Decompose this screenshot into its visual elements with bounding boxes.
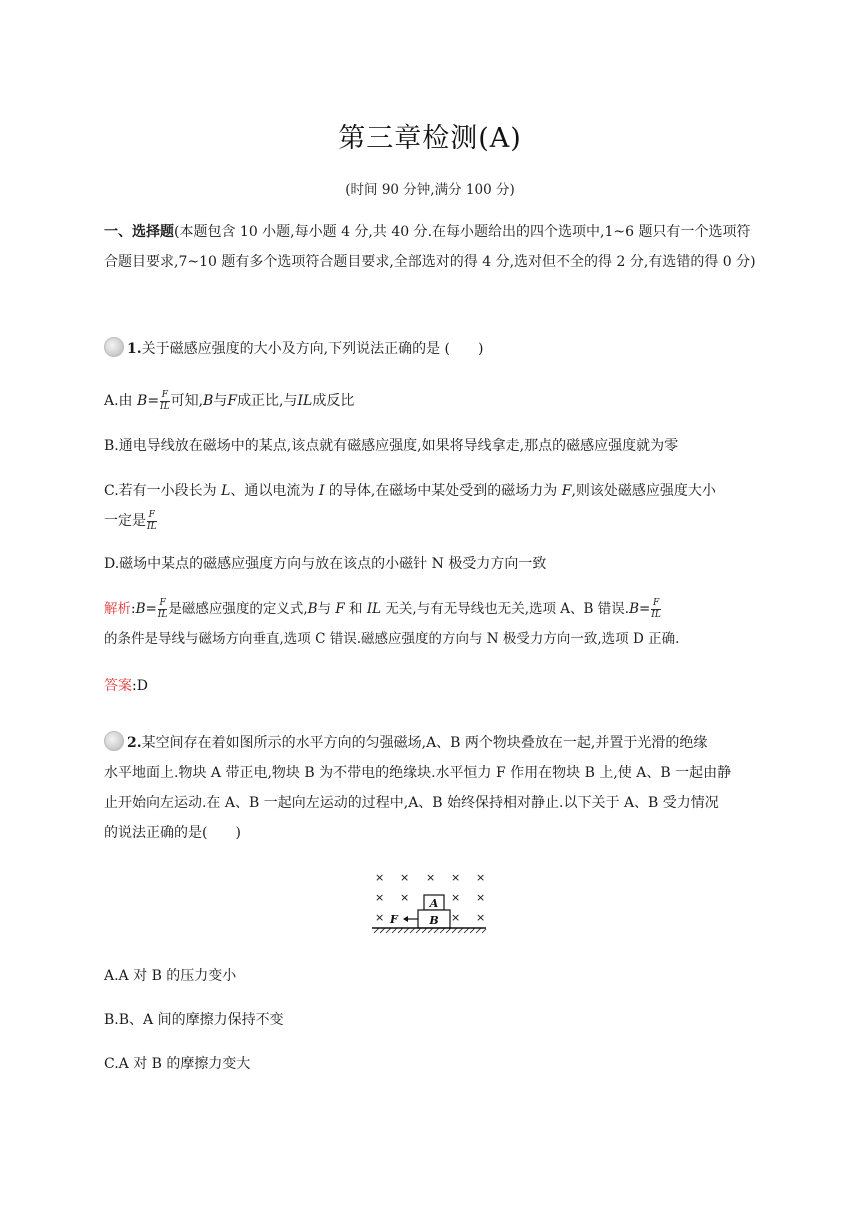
fraction-numerator: F [148, 509, 155, 520]
field-mark: × [476, 871, 486, 884]
equals: = [638, 601, 651, 617]
opt-text: 与 [213, 393, 228, 409]
section-heading: 一、选择题 [104, 224, 174, 240]
question-number: 1. [127, 341, 142, 357]
question-marker-icon [104, 337, 124, 357]
force-arrow-head [403, 916, 408, 922]
q1-option-a [104, 386, 764, 416]
var: B [629, 601, 639, 617]
field-mark: × [476, 891, 486, 904]
question-1-stem [104, 334, 764, 364]
field-mark: × [451, 911, 461, 924]
colon: : [131, 601, 136, 617]
var-b: B [137, 393, 148, 409]
fraction-denominator: IL [160, 401, 170, 412]
exam-info: (时间 90 分钟,满分 100 分) [345, 182, 515, 198]
q2-option-a: A.A 对 B 的压力变小 [104, 968, 237, 984]
fraction [147, 511, 157, 532]
analysis-text: 的条件是导线与磁场方向垂直,选项 C 错误.磁感应强度的方向与 N 极受力方向一致,选项 D 正确. [104, 631, 680, 647]
fraction [160, 391, 170, 412]
block-a-label: A [429, 897, 439, 910]
question-number: 2. [127, 735, 142, 751]
opt-text: 一定是 [104, 513, 146, 529]
var: IL [297, 393, 313, 409]
var: L [221, 483, 231, 499]
var: F [561, 483, 572, 499]
fraction-numerator: F [159, 598, 166, 608]
question-text: 某空间存在着如图所示的水平方向的匀强磁场,A、B 两个物块叠放在一起,并置于光滑的绝缘 [141, 735, 708, 751]
question-text: 止开始向左运动.在 A、B 一起向左运动的过程中,A、B 始终保持相对静止.以下关于 A、B 受力情况 [104, 795, 719, 811]
q1-option-c [104, 476, 764, 536]
var: IL [366, 601, 382, 617]
question-text: 水平地面上.物块 A 带正电,物块 B 为不带电的绝缘块.水平恒力 F 作用在物块 B 上,使 A、B 一起由静 [104, 765, 732, 781]
question-text: 的说法正确的是( ) [104, 825, 241, 841]
fraction [158, 599, 168, 620]
colon: : [132, 678, 137, 694]
answer-value: D [136, 678, 148, 694]
field-mark: × [375, 911, 385, 924]
equals: = [145, 601, 157, 617]
force-label: F [390, 913, 398, 926]
opt-text: A.由 [104, 393, 138, 409]
section-instructions [104, 217, 764, 277]
opt-text: ,则该处磁感应强度大小 [571, 483, 716, 499]
var: I [318, 483, 325, 499]
fraction-numerator: F [652, 598, 660, 608]
q2-option-c: C.A 对 B 的摩擦力变大 [104, 1056, 251, 1072]
question-2-stem [104, 728, 764, 848]
var: B [307, 601, 318, 617]
fraction [651, 599, 661, 620]
question-text: 关于磁感应强度的大小及方向,下列说法正确的是 ( ) [141, 341, 484, 357]
opt-text: 成反比 [312, 393, 355, 409]
opt-text: 的导体,在磁场中某处受到的磁场力为 [324, 483, 562, 499]
analysis-text: 与 [317, 601, 336, 617]
answer-label: 答案 [104, 678, 132, 694]
question-marker-icon [104, 731, 124, 751]
field-mark: × [476, 911, 486, 924]
block-b-label: B [429, 914, 439, 927]
analysis-text: 是磁感应强度的定义式, [168, 601, 308, 617]
var: B [135, 601, 146, 617]
opt-text: C.若有一小段长为 [104, 483, 222, 499]
fraction-denominator: IL [651, 610, 661, 620]
opt-text: 成正比,与 [237, 393, 298, 409]
q1-analysis [104, 594, 764, 654]
figure-svg [370, 866, 490, 938]
q1-answer [104, 675, 148, 695]
field-mark: × [451, 891, 461, 904]
equals: = [147, 393, 160, 409]
analysis-label: 解析 [104, 601, 131, 617]
section-text: (本题包含 10 小题,每小题 4 分,共 40 分.在每小题给出的四个选项中,1~6 题只有一个选项符合题目要求,7~10 题有多个选项符合题目要求,全部选对的得 4 分,选对但不全的得 2 分,有选错的得 0 分) [104, 224, 756, 270]
field-mark: × [375, 871, 385, 884]
field-mark: × [400, 891, 410, 904]
fraction-numerator: F [161, 389, 168, 400]
fraction-denominator: IL [147, 521, 157, 532]
field-mark: × [375, 891, 385, 904]
var: F [227, 393, 238, 409]
analysis-text: 和 [344, 601, 367, 617]
var: B [203, 393, 214, 409]
q1-option-d: D.磁场中某点的磁感应强度方向与放在该点的小磁针 N 极受力方向一致 [104, 556, 547, 572]
field-mark: × [400, 871, 410, 884]
opt-text: 、通以电流为 [230, 483, 319, 499]
var: F [335, 601, 345, 617]
q1-option-b: B.通电导线放在磁场中的某点,该点就有磁感应强度,如果将导线拿走,那点的磁感应强度就为零 [104, 438, 679, 454]
field-mark: × [426, 871, 436, 884]
opt-text: 可知, [170, 393, 204, 409]
magnetic-field-figure [370, 866, 490, 938]
fraction-denominator: IL [157, 610, 168, 620]
page-title: 第三章检测(A) [338, 123, 522, 154]
analysis-text: 无关,与有无导线也无关,选项 A、B 错误. [381, 601, 630, 617]
q2-option-b: B.B、A 间的摩擦力保持不变 [104, 1012, 284, 1028]
field-mark: × [451, 871, 461, 884]
